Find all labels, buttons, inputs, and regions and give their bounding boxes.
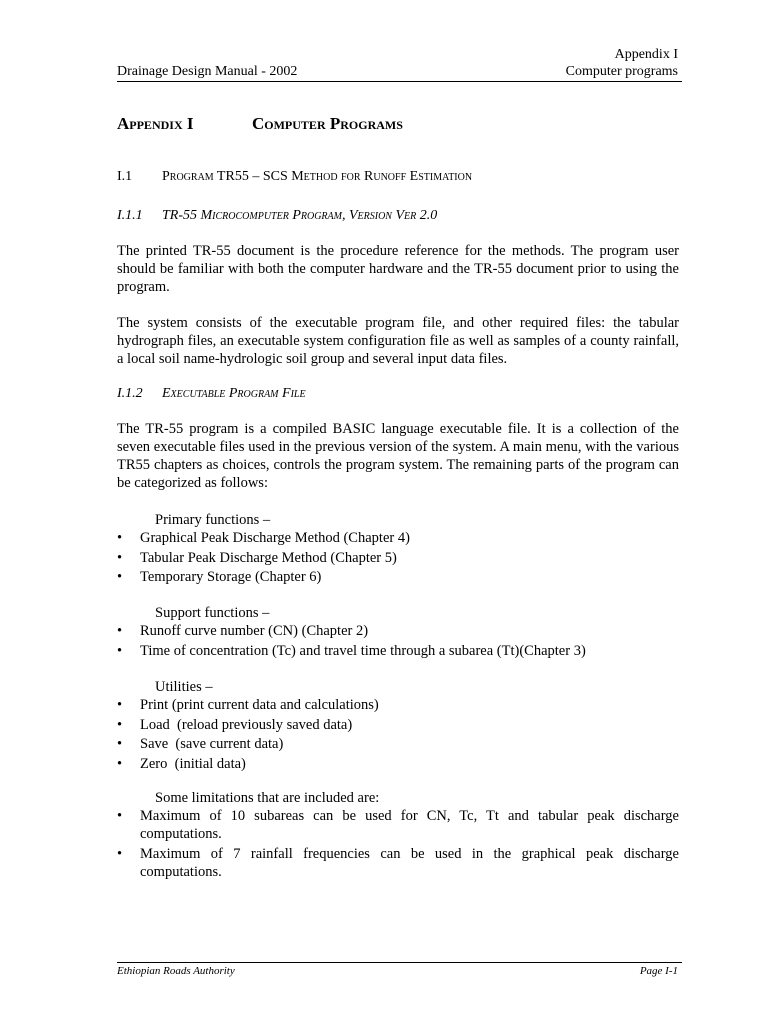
- page-title: [117, 114, 403, 134]
- header-appendix-label: Appendix I: [614, 47, 678, 62]
- bullet-icon: •: [117, 569, 123, 585]
- list-item: • Maximum of 10 subareas can be used for CN, Tc, Tt and tabular peak discharge computations.: [117, 808, 679, 842]
- title-appendix: Appendix I: [117, 114, 194, 133]
- support-functions-list: [117, 622, 679, 661]
- support-functions-heading: Support functions –: [155, 605, 270, 621]
- primary-functions-heading: Primary functions –: [155, 512, 271, 528]
- list-item: • Tabular Peak Discharge Method (Chapter 5): [117, 549, 397, 566]
- list-item: • Print (print current data and calculations): [117, 697, 379, 713]
- bullet-icon: •: [117, 549, 123, 566]
- footer-publisher: Ethiopian Roads Authority: [117, 965, 235, 977]
- bullet-icon: •: [117, 623, 123, 639]
- utilities-list: [117, 696, 679, 774]
- list-item: • Maximum of 7 rainfall frequencies can be used in the graphical peak discharge computations.: [117, 845, 679, 880]
- list-item: • Zero (initial data): [117, 755, 246, 772]
- section-number: I.1: [117, 169, 133, 184]
- bullet-icon: •: [117, 755, 123, 772]
- bullet-icon: •: [117, 808, 123, 824]
- list-item: • Temporary Storage (Chapter 6): [117, 569, 322, 585]
- list-item: • Runoff curve number (CN) (Chapter 2): [117, 623, 369, 639]
- section-number: I.1.2: [117, 386, 143, 401]
- section-heading-1-1-2: [117, 385, 306, 402]
- section-title: Executable Program File: [162, 386, 306, 401]
- bullet-icon: •: [117, 642, 123, 659]
- list-item: • Load (reload previously saved data): [117, 716, 353, 733]
- bullet-icon: •: [117, 716, 123, 733]
- section-heading-1-1: [117, 168, 472, 185]
- section-title: TR-55 Microcomputer Program, Version Ver 2.0: [162, 208, 438, 223]
- title-computer-programs: Computer Programs: [252, 114, 403, 133]
- section-title: Program TR55 – SCS Method for Runoff Estimation: [162, 169, 473, 184]
- paragraph-2: The system consists of the executable program file, and other required files: the tabular hydrograph files, an executable system configuration file as well as samples of a county rainfall, a local soil name-hydrologic soil group and several input data files.: [117, 315, 679, 367]
- primary-functions-list: [117, 529, 679, 588]
- bullet-icon: •: [117, 530, 123, 546]
- list-item: • Time of concentration (Tc) and travel time through a subarea (Tt)(Chapter 3): [117, 642, 586, 659]
- bullet-icon: •: [117, 845, 123, 862]
- section-number: I.1.1: [117, 208, 143, 223]
- limitations-list: [117, 807, 679, 882]
- footer-page-number: Page I-1: [639, 965, 678, 977]
- header-divider: [117, 81, 682, 82]
- footer-divider: [117, 962, 682, 963]
- paragraph-1: The printed TR-55 document is the procedure reference for the methods. The program user should be familiar with both the computer hardware and the TR-55 document prior to using the program.: [117, 243, 679, 295]
- list-item: • Save (save current data): [117, 736, 284, 752]
- list-item: • Graphical Peak Discharge Method (Chapter 4): [117, 530, 410, 546]
- bullet-icon: •: [117, 736, 123, 752]
- header-right: [566, 46, 678, 80]
- limitations-heading: Some limitations that are included are:: [155, 790, 380, 806]
- section-heading-1-1-1: [117, 207, 437, 224]
- header-manual-title: Drainage Design Manual - 2002: [117, 64, 298, 79]
- header-chapter-label: Computer programs: [565, 64, 678, 79]
- utilities-heading: Utilities –: [155, 679, 213, 695]
- paragraph-3: The TR-55 program is a compiled BASIC language executable file. It is a collection of the seven executable files used in the previous version of the system. A main menu, with the various TR55 chapters as choices, controls the program system. The remaining parts of the program can be categorized as follows:: [117, 421, 679, 491]
- bullet-icon: •: [117, 697, 123, 713]
